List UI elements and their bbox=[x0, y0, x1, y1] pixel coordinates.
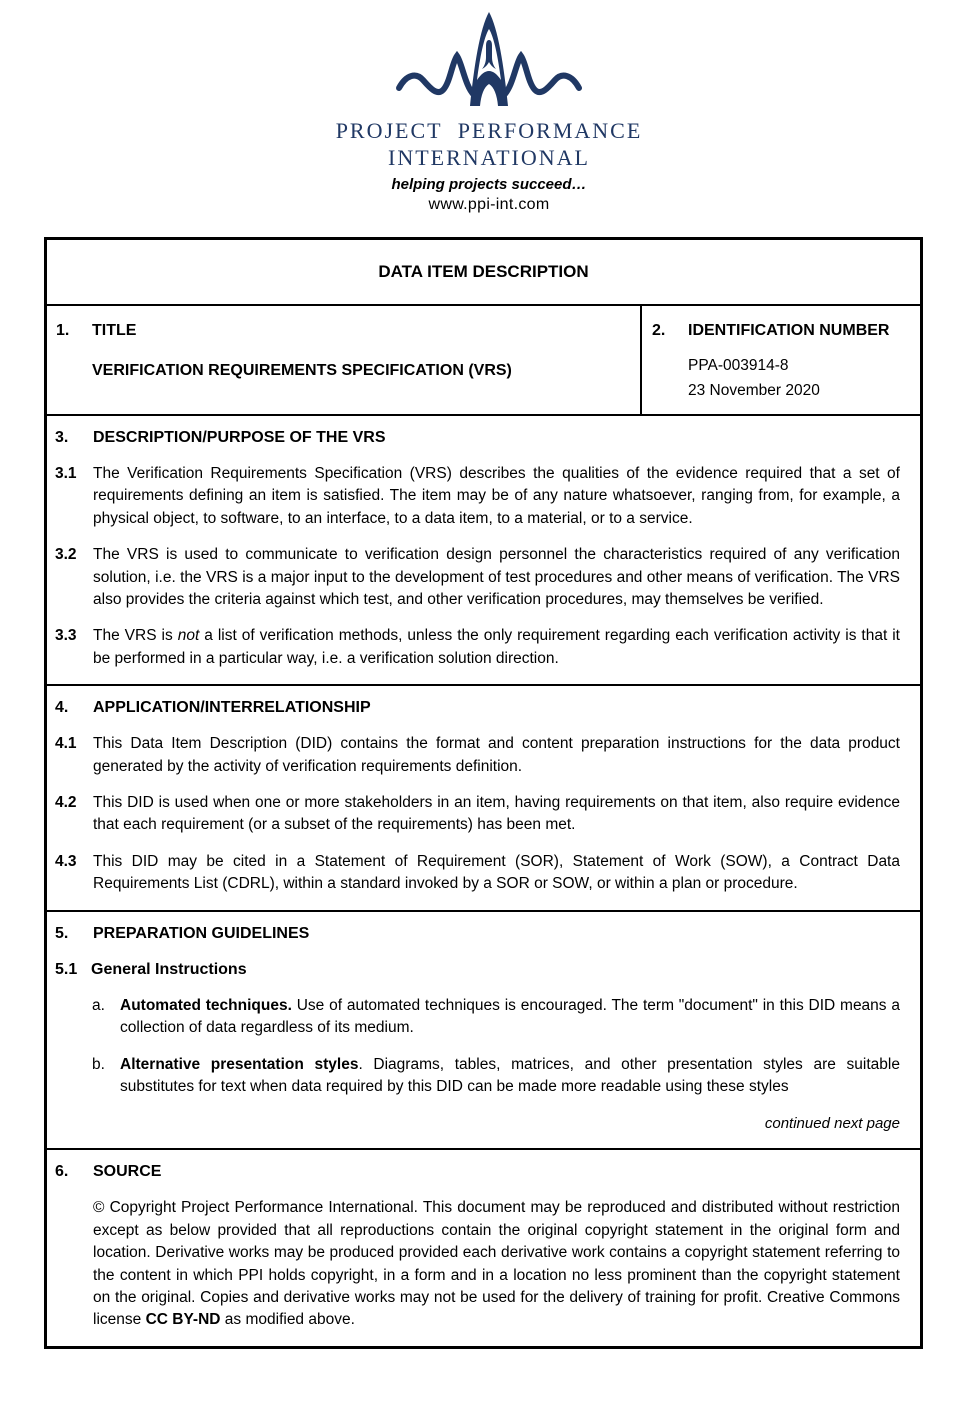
paragraph-text: The VRS is not a list of verification methods, unless the only requirement regarding each verification activity is that it be performed in a particular way, i.e. a verification solution direction. bbox=[93, 627, 900, 667]
list-item-a bbox=[92, 995, 900, 1040]
copyright-paragraph: © Copyright Project Performance International. This document may be reproduced and distributed without restriction except as below provided that all reproductions contain the original copyright statement in the original form and location. Derivative works may be produced provided each derivative work contains a copyright statement referring to the content in which PPI holds copyright, in a form and in a location no less prominent than the copyright statement on the original. Copies and derivative works may not be used for the delivery of training for profit. Creative Commons license CC BY-ND as modified above. bbox=[93, 1199, 900, 1329]
subsection-heading-label: General Instructions bbox=[91, 960, 247, 978]
paragraph-4-2 bbox=[55, 792, 900, 837]
subsection-number: 5.1 bbox=[55, 960, 78, 978]
logo-name-line1: PROJECT PERFORMANCE bbox=[335, 118, 643, 143]
section-3-heading bbox=[55, 427, 900, 449]
section-6-heading-label: SOURCE bbox=[93, 1163, 162, 1181]
section-4-heading-label: APPLICATION/INTERRELATIONSHIP bbox=[93, 699, 371, 717]
section-6-heading bbox=[55, 1161, 900, 1183]
identification-number-value: PPA-003914-8 bbox=[688, 357, 789, 374]
ident-values bbox=[688, 353, 912, 403]
section-source bbox=[47, 1148, 920, 1345]
section-5-heading-label: PREPARATION GUIDELINES bbox=[93, 924, 310, 942]
list-item-letter: b. bbox=[92, 1055, 105, 1073]
paragraph-number: 4.2 bbox=[55, 794, 77, 812]
section-5-heading bbox=[55, 923, 900, 945]
section-preparation-guidelines bbox=[47, 910, 920, 1149]
paragraph-3-1 bbox=[55, 463, 900, 530]
license-name: CC BY-ND bbox=[145, 1311, 221, 1329]
paragraph-number: 3.3 bbox=[55, 627, 77, 645]
section-4-heading bbox=[55, 697, 900, 719]
section-application-interrelationship bbox=[47, 684, 920, 909]
paragraph-number: 4.3 bbox=[55, 852, 77, 870]
list-item-text: Automated techniques. Use of automated techniques is encouraged. The term "document" in this DID means a collection of data regardless of its medium. bbox=[120, 996, 900, 1037]
logo-name-line2: INTERNATIONAL bbox=[388, 145, 590, 170]
identification-cell bbox=[640, 306, 920, 414]
list-item-lead: Alternative presentation styles bbox=[120, 1055, 359, 1073]
continued-next-page-note: continued next page bbox=[764, 1115, 900, 1133]
paragraph-3-3 bbox=[55, 625, 900, 670]
title-heading bbox=[56, 321, 630, 341]
subsection-5-1-heading bbox=[55, 959, 900, 981]
form-title: DATA ITEM DESCRIPTION bbox=[378, 262, 589, 281]
list-item-lead: Automated techniques. bbox=[120, 996, 292, 1014]
paragraph-4-3 bbox=[55, 851, 900, 896]
paragraph-text: This DID may be cited in a Statement of Requirement (SOR), Statement of Work (SOW), a Contract Data Requirements List (CDRL), within a standard invoked by a SOR or SOW, or within a plan or procedure. bbox=[93, 852, 900, 893]
logo-website-link[interactable]: www.ppi-int.com bbox=[428, 196, 550, 213]
section-description-purpose bbox=[47, 414, 920, 684]
section-5-number: 5. bbox=[55, 924, 69, 942]
emphasis-word: not bbox=[177, 627, 200, 645]
ppi-mountain-wave-icon bbox=[394, 6, 584, 107]
section-3-number: 3. bbox=[55, 429, 69, 446]
list-item-letter: a. bbox=[92, 996, 105, 1014]
form-header-row bbox=[47, 240, 920, 304]
paragraph-number: 3.1 bbox=[55, 465, 77, 482]
ident-label: IDENTIFICATION NUMBER bbox=[688, 322, 890, 339]
title-label: TITLE bbox=[92, 322, 137, 339]
paragraph-text: This DID is used when one or more stakeholders in an item, having requirements on that item, also require evidence that each requirement (or a subset of the requirements) has been met. bbox=[93, 794, 900, 834]
list-item-text: Alternative presentation styles. Diagrams, tables, matrices, and other presentation styles are suitable substitutes for text when data required by this DID can be made more readable using these styles bbox=[120, 1055, 900, 1095]
section-4-number: 4. bbox=[55, 699, 69, 717]
title-ident-row bbox=[47, 304, 920, 414]
section-3-heading-label: DESCRIPTION/PURPOSE OF THE VRS bbox=[93, 429, 386, 446]
title-number: 1. bbox=[56, 322, 70, 339]
did-form-table bbox=[44, 237, 923, 1349]
list-item-b bbox=[92, 1054, 900, 1099]
title-cell bbox=[47, 306, 640, 414]
paragraph-text: The VRS is used to communicate to verification design personnel the characteristics required of any verification solution, i.e. the VRS is a major input to the development of test procedures and other means of verification. The VRS also provides the criteria against which test, and other verification procedures, may themselves be verified. bbox=[93, 546, 900, 609]
ident-number: 2. bbox=[652, 322, 666, 339]
title-value: VERIFICATION REQUIREMENTS SPECIFICATION (VRS) bbox=[92, 362, 512, 379]
section-6-number: 6. bbox=[55, 1163, 69, 1181]
paragraph-3-2 bbox=[55, 544, 900, 611]
logo-tagline: helping projects succeed… bbox=[391, 176, 587, 193]
logo-block bbox=[0, 0, 978, 214]
paragraph-text: The Verification Requirements Specification (VRS) describes the qualities of the evidence required that a set of requirements defining an item is satisfied. The item may be of any nature whatsoever, ranging from, for example, a physical object, to software, to an interface, to a data item, to a material, or to a service. bbox=[93, 465, 900, 527]
paragraph-number: 4.1 bbox=[55, 735, 77, 753]
paragraph-number: 3.2 bbox=[55, 546, 77, 564]
paragraph-text: This Data Item Description (DID) contains the format and content preparation instructions for the data product generated by the activity of verification requirements definition. bbox=[93, 735, 900, 775]
paragraph-4-1 bbox=[55, 733, 900, 778]
ident-heading bbox=[652, 321, 912, 341]
identification-date-value: 23 November 2020 bbox=[688, 382, 820, 399]
